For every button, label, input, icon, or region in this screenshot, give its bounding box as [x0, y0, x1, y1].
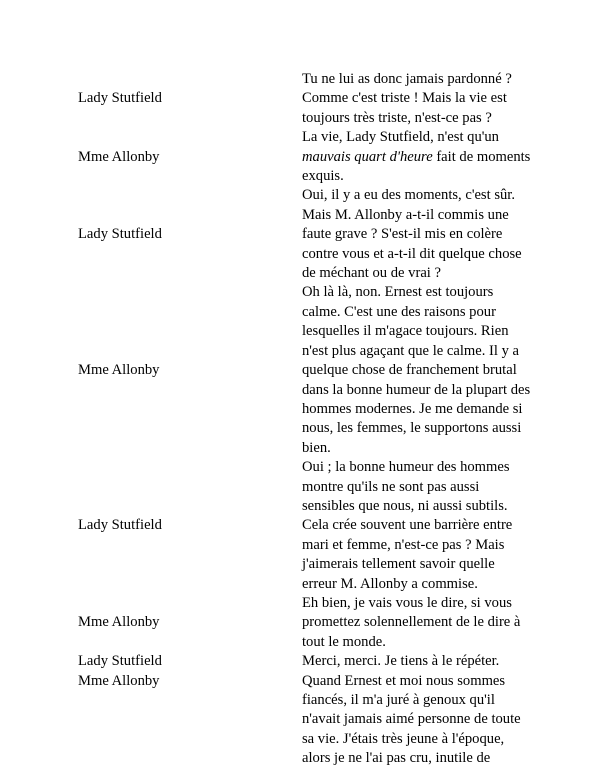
dialogue-text: fait de moments exquis.	[302, 148, 531, 185]
speaker-name: Mme Allonby	[78, 672, 160, 689]
dialogue-line: Tu ne lui as donc jamais pardonné ? Comme c'est triste ! Mais la vie est toujours très triste, n'est-ce pas ?	[302, 71, 512, 126]
dialogue-row	[0, 283, 600, 458]
speaker-name: Mme Allonby	[78, 614, 160, 631]
speaker-name: Lady Stutfield	[78, 90, 162, 107]
dialogue-row	[0, 458, 600, 594]
dialogue-line: Quand Ernest et moi nous sommes fiancés, il m'a juré à genoux qu'il n'avait jamais aimé personne de toute sa vie. J'étais très jeune à l'époque, alors je ne l'ai pas cru, inutile de	[302, 672, 521, 767]
dialogue-line: Oui, il y a eu des moments, c'est sûr. Mais M. Allonby a-t-il commis une faute grave ? S'est-il mis en colère contre vous et a-t-il dit quelque chose de méchant ou de vrai ?	[302, 187, 522, 282]
dialogue-italic-text: mauvais quart d'heure	[302, 148, 433, 165]
dialogue-row	[0, 652, 600, 671]
dialogue-line: Oh là là, non. Ernest est toujours calme. C'est une des raisons pour lesquelles il m'agace toujours. Rien n'est plus agaçant que le calme. Il y a quelque chose de franchement brutal dans la bonne humeur de la plupart des hommes modernes. Je me demande si nous, les femmes, le supportons aussi bien.	[302, 284, 531, 456]
dialogue-line: Merci, merci. Je tiens à le répéter.	[302, 653, 500, 670]
speaker-name: Lady Stutfield	[78, 226, 162, 243]
speaker-name: Lady Stutfield	[78, 653, 162, 670]
speaker-name: Mme Allonby	[78, 362, 160, 379]
dialogue-line	[302, 128, 532, 186]
dialogue-line: Eh bien, je vais vous le dire, si vous promettez solennellement de le dire à tout le monde.	[302, 594, 521, 650]
dialogue-row	[0, 128, 600, 186]
dialogue-row	[0, 672, 600, 769]
dialogue-row	[0, 594, 600, 652]
speaker-name: Mme Allonby	[78, 148, 160, 165]
dialogue-line: Oui ; la bonne humeur des hommes montre qu'ils ne sont pas aussi sensibles que nous, ni aussi subtils. Cela crée souvent une barrière entre mari et femme, n'est-ce pas ? Mais j'aimerais tellement savoir quelle erreur M. Allonby a commise.	[302, 459, 513, 592]
speaker-name: Lady Stutfield	[78, 517, 162, 534]
dialogue-text: La vie, Lady Stutfield, n'est qu'un	[302, 129, 499, 146]
dialogue-row	[0, 186, 600, 283]
dialogue-row	[0, 70, 600, 128]
script-page	[0, 70, 600, 769]
